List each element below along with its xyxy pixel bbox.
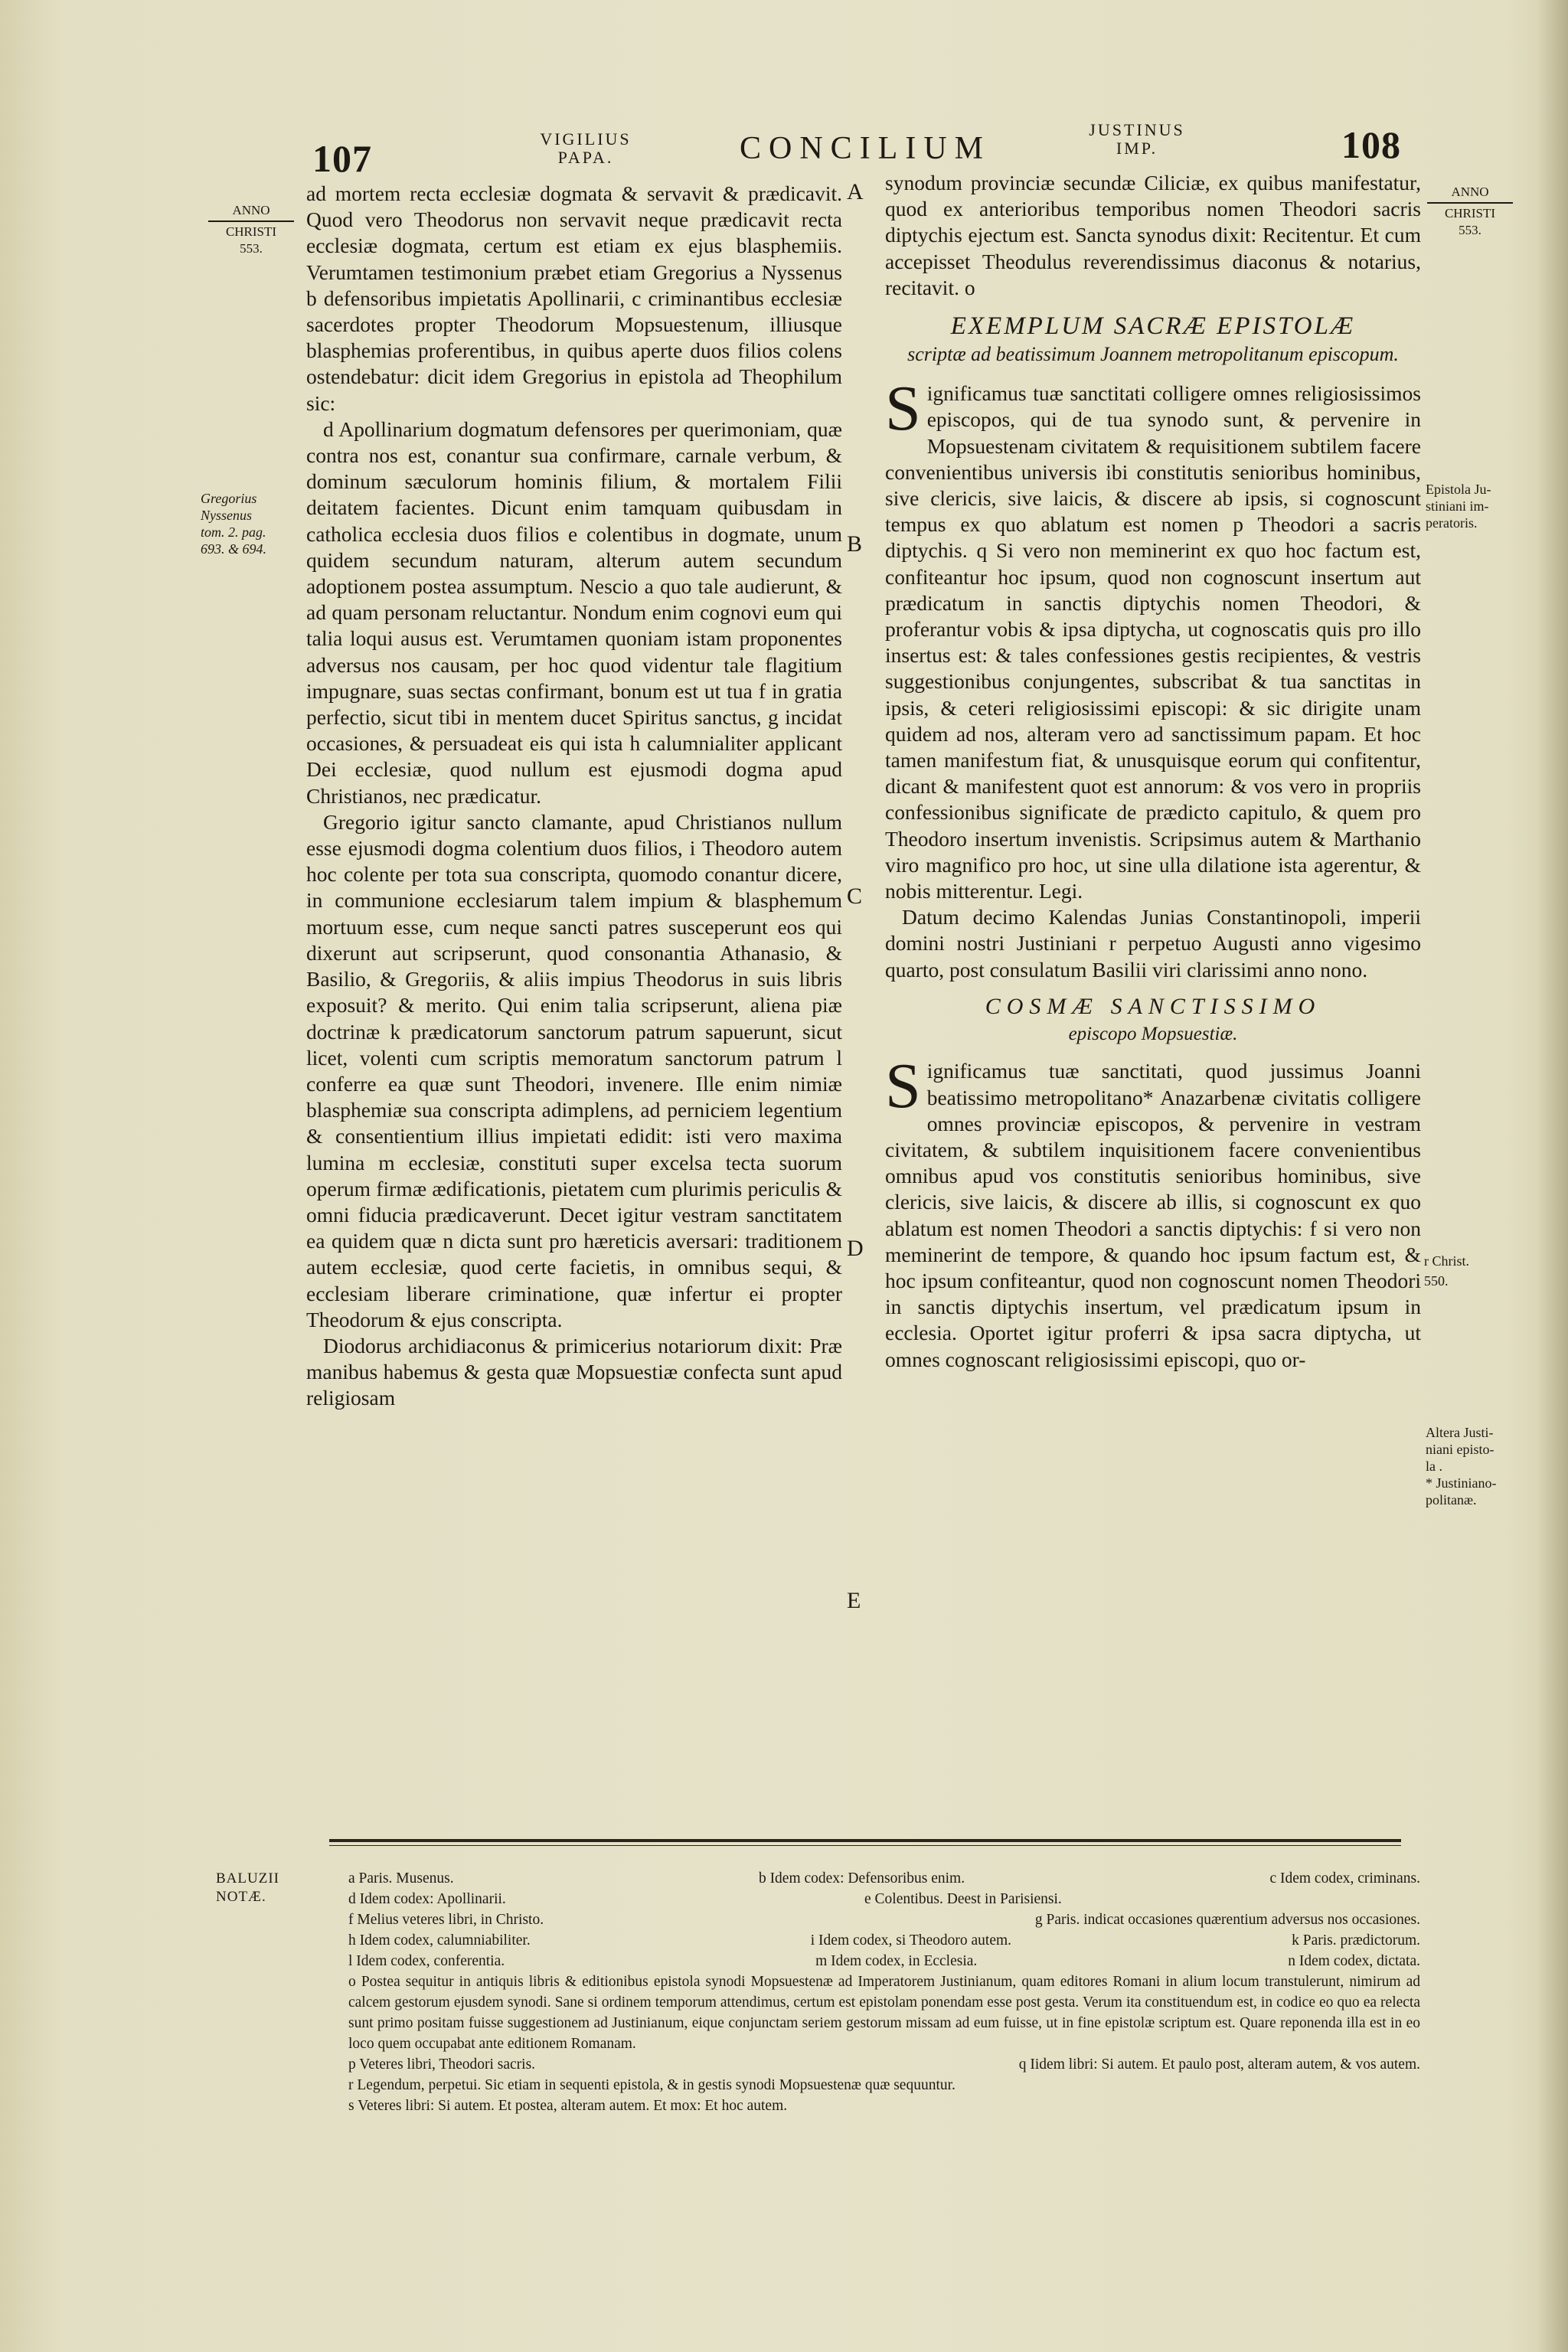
- margin-line: 550.: [1424, 1273, 1449, 1289]
- margin-line: * Justiniano-: [1426, 1475, 1497, 1491]
- right-page-number: 108: [1341, 123, 1401, 166]
- christi-label: CHRISTI: [1444, 206, 1496, 220]
- footnote-r: r Legendum, perpetui. Sic etiam in sequenti epistola, & in gestis synodi Mopsuestenæ quæ sequuntur.: [348, 2077, 956, 2093]
- christi-label: CHRISTI: [225, 224, 277, 239]
- margin-line: stiniani im-: [1426, 498, 1489, 514]
- section-letter-e: E: [847, 1588, 861, 1613]
- drop-cap: S: [885, 373, 921, 445]
- footnote-rule-thin: [329, 1845, 1401, 1846]
- footnote: g Paris. indicat occasiones quærentium adversus nos occasiones.: [1034, 1912, 1420, 1928]
- section-letter-c: C: [847, 884, 863, 909]
- epistle-text: ignificamus tuæ sanctitati, quod jussimus Joanni beatissimo metropolitano* Anazarbenæ civitatis colligere omnes provinciæ episcopos, & pervenire in vestram civitatem, & subtilem inquisitionem facere convenientibus omnibus apud vos constitutis senioribus hominibus, sive clericis, sive laicis, & discere ab illis, si cognoscunt ex quo ablatum est nomen Theodori a sanctis diptychis: f si vero non meminerint de tempore, & quando hoc ipsum factum est, & hoc ipsum confiteantur, quod non cognoscunt nomen Theodori in sanctis diptychis insertum, vel prædicatum ipsum in ecclesia. Oportet igitur proferri & ipsa sacra diptycha, ut omnes cognoscant religiosissimi episcopi, quo or-: [885, 1059, 1421, 1371]
- running-head-line: JUSTINUS: [1089, 120, 1185, 139]
- paragraph: synodum provinciæ secundæ Ciliciæ, ex quibus manifestatur, quod ex anterioribus temporibus nomen Theodori sacris diptychis ejectum est. Sancta synodus dixit: Recitentur. Et cum accepisset Theodulus reverendissimus diaconus & notarius, recitavit. o: [885, 171, 1421, 299]
- footnote: b Idem codex: Defensoribus enim.: [758, 1870, 965, 1886]
- footnote: a Paris. Musenus.: [348, 1870, 454, 1886]
- running-head-line: PAPA.: [557, 148, 614, 167]
- margin-line: Epistola Ju-: [1426, 482, 1491, 497]
- anno-christi-left: [198, 202, 305, 257]
- footnote: p Veteres libri, Theodori sacris.: [348, 2056, 536, 2073]
- footnote-o: o Postea sequitur in antiquis libris & editionibus epistola synodi Mopsuestenæ ad Imperatorem Justinianum, quam editores Romani in alium locum transtulerunt, nimirum ad calcem gestorum ejusdem synodi. Sane si ordinem temporum attendimus, certum est epistolam ponendam esse post gesta. Verum ita constituendum est, in codice eo quo ea relecta sunt primo positam fuisse suggestionem ad Justinianum, eique conjunctam seriem gestorum missam ad eum fuisse, ut in fine epistolæ scriptum est. Quare reponenda illa est in eo loco quem occupabat ante editionem Romanam.: [348, 1974, 1420, 2052]
- exemplum-title: EXEMPLUM SACRÆ EPISTOLÆ: [950, 312, 1356, 341]
- epistle-paragraph: [885, 1050, 1421, 1372]
- cosmae-subtitle: episcopo Mopsuestiæ.: [1068, 1024, 1238, 1045]
- footnote: l Idem codex, conferentia.: [348, 1953, 505, 1969]
- epistle-paragraph: [885, 373, 1421, 904]
- footnote: n Idem codex, dictata.: [1288, 1953, 1420, 1969]
- label-line: BALUZII: [216, 1870, 279, 1886]
- footnote: f Melius veteres libri, in Christo.: [348, 1912, 544, 1928]
- paragraph: Gregorio igitur sancto clamante, apud Christianos nullum esse ejusmodi dogma colentium duos filios, i Theodoro autem hoc colente per tota sua conscripta, quomodo conantur dicere, in communione ecclesiarum talem impium & blasphemum mortuum esse, cum neque sancti patres susceperunt eos qui dixerunt aut scripserunt, quod consonantia Athanasio, & Basilio, & Gregoriis, & aliis impius Theodorus in suis libris exposuit? & merito. Qui enim talia scripserunt, aliena piæ doctrinæ k prædicatorum sanctorum patrum sapuerunt, sicut licet, volenti cum scriptis memoratum sanctorum patrum l conferre ea quæ sunt Theodori, invenere. Ille enim nimiæ blasphemiæ sua conscripta adimplens, ad perniciem legentium & consentientium illius impietati edidit: isti vero maxima lumina m ecclesiæ, constituti super excelsa tecta suorum operum firmæ ædificationis, pietatem cum plurimis periculis & omni fiducia prædicaverunt. Decet igitur vestram sanctitatem ea quidem quæ n dicta sunt pro hæreticis aversari: traditionem autem ecclesiæ, quod certe facietis, in omnibus sequi, & ecclesiam liberare criminatione, quæ infertur ei propter Theodorum & ejus conscripta.: [306, 809, 842, 1331]
- footnote: h Idem codex, calumniabiliter.: [348, 1932, 531, 1949]
- footnote: k Paris. prædictorum.: [1292, 1932, 1420, 1949]
- footnote: q Iidem libri: Si autem. Et paulo post, alteram autem, & vos autem.: [1018, 2056, 1420, 2073]
- margin-line: 693. & 694.: [201, 541, 267, 557]
- section-letter-b: B: [847, 531, 863, 557]
- baluzii-notae-label: [216, 1870, 323, 1906]
- footnote: e Colentibus. Deest in Parisiensi.: [864, 1891, 1062, 1907]
- paragraph: ad mortem recta ecclesiæ dogmata & servavit & prædicavit. Quod vero Theodorus non servavit neque prædicavit recta ecclesiæ dogmata, certum est etiam ex ejus blasphemiis. Verumtamen testimonium præbet etiam Gregorius a Nyssenus b defensoribus impietatis Apollinarii, c criminantibus ecclesiæ sacerdotes propter Theodorum Mopsuestenum, illiusque blasphemias proferentibus, in quibus aperte duos filios colens ostendebatur: dicit idem Gregorius in epistola ad Theophilum sic:: [306, 181, 842, 415]
- margin-line: tom. 2. pag.: [201, 524, 266, 540]
- paragraph: d Apollinarium dogmatum defensores per querimoniam, quæ contra nos est, conantur sua confirmare, carnale verbum, & dominum sæculorum hominis filium, & mortalem Filii deitatem facientes. Dicunt enim tamquam quibusdam in catholica ecclesia duos filios e colentibus in dogmate, unum quidem secundum naturam, alterum autem secundum adoptionem postea assumptum. Nescio a quo tale audierunt, & ad quam personam reluctantur. Nondum enim cognovi eum qui talia loqui ausus est. Verumtamen quoniam istam proponentes adversus nos causam, per hoc quod videntur tale flagitium impugnare, suas sectas confirmant, bonum est ut tua f in gratia perfectio, sicut tibi in mentem ducet Spiritus sanctus, g incidat occasiones, & persuadeat eis qui ista h calumnialiter applicant Dei ecclesiæ, quod nullum est ejusmodi dogma apud Christianos, nec prædicatur.: [306, 416, 842, 808]
- section-letter-a: A: [847, 179, 864, 204]
- year-label: 553.: [1459, 223, 1481, 237]
- footnote: c Idem codex, criminans.: [1269, 1870, 1420, 1886]
- footnote-row: [348, 1951, 1420, 1971]
- drop-cap: S: [885, 1050, 921, 1122]
- gregorius-margin-note: [201, 490, 308, 557]
- margin-line: r Christ.: [1424, 1253, 1470, 1269]
- footnote: d Idem codex: Apollinarii.: [348, 1891, 506, 1907]
- left-page-number: 107: [312, 137, 372, 180]
- footnote-row: [348, 1909, 1420, 1930]
- margin-line: niani episto-: [1426, 1442, 1494, 1457]
- running-head-vigilius: [528, 130, 643, 167]
- margin-line: politanæ.: [1426, 1492, 1477, 1508]
- page-edge-shadow: [1537, 0, 1568, 2352]
- datum-paragraph: Datum decimo Kalendas Junias Constantinopoli, imperii domini nostri Justiniani r perpetuo Augusti anno vigesimo quarto, post consulatum Basilii viri clarissimi anno nono.: [885, 905, 1421, 982]
- section-letter-d: D: [847, 1236, 864, 1261]
- footnote-row: [348, 1868, 1420, 1889]
- footnote: m Idem codex, in Ecclesia.: [815, 1953, 978, 1969]
- epistola-margin-note: [1426, 481, 1525, 531]
- label-line: NOTÆ.: [216, 1889, 266, 1905]
- anno-label: ANNO: [232, 203, 270, 217]
- anno-christi-right: [1416, 184, 1524, 239]
- margin-line: Altera Justi-: [1426, 1425, 1494, 1440]
- altera-margin-note: [1426, 1424, 1525, 1508]
- year-label: 553.: [240, 241, 263, 256]
- footnotes: [348, 1868, 1420, 2116]
- margin-line: Nyssenus: [201, 508, 252, 523]
- epistle-text: ignificamus tuæ sanctitati colligere omnes religiosissimos episcopos, qui de tua synodo sunt, & pervenire in Mopsuestenam civitatem & requisitionem subtilem facere convenientibus universis ibi constitutis senioribus hominibus, sive clericis, sive laicis, & discere ab ipsis, si cognoscunt tempus ex quo ablatum est nomen p Theodori a sacris diptychis. q Si vero non meminerint ex quo hoc factum est, confiteantur hoc ipsum, quod non cognoscunt insertum aut prædicatum in sanctis diptychis nomen Theodori, & proferantur vobis & ipsa diptycha, ut cognoscatis quis pro illo insertus est: & tales confessiones gestis recipientes, & vestris suggestionibus conjungentes, subscribat & tua sanctitas in ipsis, & ceteri religiosissimi episcopi: & sic dirigite unam quidem ad nos, alteram vero ad sanctissimum papam. Et hoc tamen manifestum fiat, & unusquisque eorum qui confitentur, dicant & manifestent quot est annorum: & vos vero in propriis confessionibus significate de prædicto capitulo, & quem pro Theodoro insertum invenistis. Scripsimus autem & Marthanio viro magnifico pro hoc, ut sine ulla dilatione ista agerentur, & nobis mitterentur. Legi.: [885, 381, 1421, 903]
- right-column: [885, 170, 1421, 1373]
- margin-line: Gregorius: [201, 491, 257, 506]
- anno-label: ANNO: [1451, 185, 1489, 199]
- cosmae-title: COSMÆ SANCTISSIMO: [985, 993, 1321, 1019]
- footnote-row: [348, 1889, 1420, 1909]
- anno-rule: [208, 220, 294, 222]
- footnote-s: s Veteres libri: Si autem. Et postea, alteram autem. Et mox: Et hoc autem.: [348, 2098, 788, 2114]
- anno-rule: [1427, 202, 1513, 204]
- running-head-line: IMP.: [1116, 139, 1158, 158]
- left-column: [306, 181, 842, 1412]
- exemplum-subtitle: scriptæ ad beatissimum Joannem metropolitanum episcopum.: [907, 343, 1399, 366]
- paragraph: Diodorus archidiaconus & primicerius notariorum dixit: Præ manibus habemus & gesta quæ Mopsuestiæ confecta sunt apud religiosam: [306, 1333, 842, 1410]
- running-head-justinus: [1080, 121, 1194, 158]
- footnote-row: [348, 2054, 1420, 2075]
- running-head-line: VIGILIUS: [540, 129, 632, 149]
- footnote-rule: [329, 1839, 1401, 1842]
- christ-margin-note: [1424, 1251, 1524, 1291]
- running-head-title: CONCILIUM: [740, 131, 991, 166]
- margin-line: peratoris.: [1426, 515, 1478, 531]
- margin-line: la .: [1426, 1459, 1442, 1474]
- footnote-row: [348, 1930, 1420, 1951]
- footnote: i Idem codex, si Theodoro autem.: [810, 1932, 1012, 1949]
